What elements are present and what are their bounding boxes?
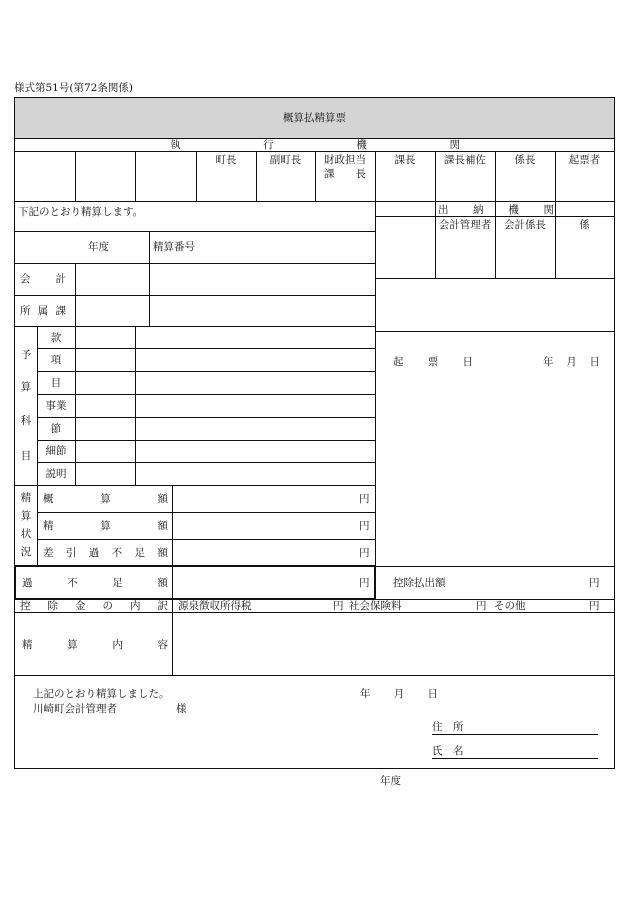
role-zaisei-kacho: 課 長 xyxy=(324,168,366,180)
role-chocho: 町長 xyxy=(215,154,237,166)
form-border xyxy=(15,98,615,769)
footer-addressee: 川崎町会計管理者 xyxy=(33,703,117,715)
footer-date: 年 月 日 xyxy=(360,688,438,700)
yosan-char-4: 目 xyxy=(20,450,32,462)
footer-statement: 上記のとおり精算しました。 xyxy=(33,688,170,700)
kihyo-label: 起 票 日 xyxy=(393,356,473,368)
sonota-unit: 円 xyxy=(589,600,600,612)
kamoku-setsu: 節 xyxy=(50,423,62,435)
suitou-heading: 出 納 機 関 xyxy=(438,204,554,216)
seisan-bango-label: 精算番号 xyxy=(153,241,195,253)
jokyo-char-2: 算 xyxy=(20,510,32,522)
role-kacho: 課長 xyxy=(394,154,416,166)
gensen-unit: 円 xyxy=(333,600,344,612)
kamoku-kan: 款 xyxy=(50,332,62,344)
role-kakaricho: 係長 xyxy=(514,154,536,166)
kihyo-date: 年 月 日 xyxy=(543,356,600,368)
kojo-haraidashi-label: 控除払出額 xyxy=(393,577,446,589)
kojo-haraidashi-unit: 円 xyxy=(589,577,600,589)
role-zaisei-tanto: 財政担当 xyxy=(324,154,366,166)
role-kihyosha: 起票者 xyxy=(568,154,601,166)
kamoku-setsumei: 説明 xyxy=(45,468,67,480)
kamoku-saisetsu: 細節 xyxy=(45,445,67,457)
form-title: 概算払精算票 xyxy=(283,112,346,124)
kaikei-label: 会 計 xyxy=(20,273,66,285)
sabiki-unit: 円 xyxy=(359,547,370,559)
role-kaikei-kakaricho: 会計係長 xyxy=(504,219,546,231)
form-id: 様式第51号(第72条関係) xyxy=(14,82,133,94)
sabiki-label: 差 引 過 不 足 額 xyxy=(43,547,168,559)
yosan-char-3: 科 xyxy=(20,415,32,427)
kojokin-label: 控 除 金 の 内 訳 xyxy=(20,600,168,612)
seisan-unit: 円 xyxy=(359,520,370,532)
footer-sama: 様 xyxy=(176,703,187,715)
nendo-label: 年度 xyxy=(88,241,109,253)
role-kaikei-kanrisha: 会計管理者 xyxy=(438,219,492,231)
shakai-hoken-label: 社会保険料 xyxy=(349,600,402,612)
below-nendo: 年度 xyxy=(380,775,401,787)
kafusoku-unit: 円 xyxy=(359,577,370,589)
shozoku-label: 所 属 課 xyxy=(20,305,66,317)
kafusoku-label: 過 不 足 額 xyxy=(22,577,168,589)
seisan-label: 精 算 額 xyxy=(43,520,168,532)
shakai-hoken-unit: 円 xyxy=(476,600,487,612)
kamoku-moku: 目 xyxy=(50,377,62,389)
seisan-naiyo-label: 精 算 内 容 xyxy=(22,639,168,651)
role-kacho-hosa: 課長補佐 xyxy=(444,154,486,166)
gaisan-unit: 円 xyxy=(359,493,370,505)
statement-text: 下記のとおり精算します。 xyxy=(18,206,144,218)
address-field: 住 所 xyxy=(432,721,598,735)
gensen-label: 源泉徴収所得税 xyxy=(178,600,252,612)
gaisan-label: 概 算 額 xyxy=(43,493,168,505)
role-fukuchocho: 副町長 xyxy=(269,154,302,166)
jokyo-char-1: 精 xyxy=(20,492,32,504)
role-kakari: 係 xyxy=(579,219,590,231)
sonota-label: その他 xyxy=(494,600,526,612)
kamoku-ko: 項 xyxy=(50,354,62,366)
kamoku-jigyo: 事業 xyxy=(45,400,67,412)
name-field: 氏 名 xyxy=(432,745,598,759)
yosan-char-1: 予 xyxy=(20,349,32,361)
jokyo-char-4: 況 xyxy=(20,546,32,558)
shikko-heading: 執 行 機 関 xyxy=(170,139,460,151)
jokyo-char-3: 状 xyxy=(20,528,32,540)
yosan-char-2: 算 xyxy=(20,381,32,393)
